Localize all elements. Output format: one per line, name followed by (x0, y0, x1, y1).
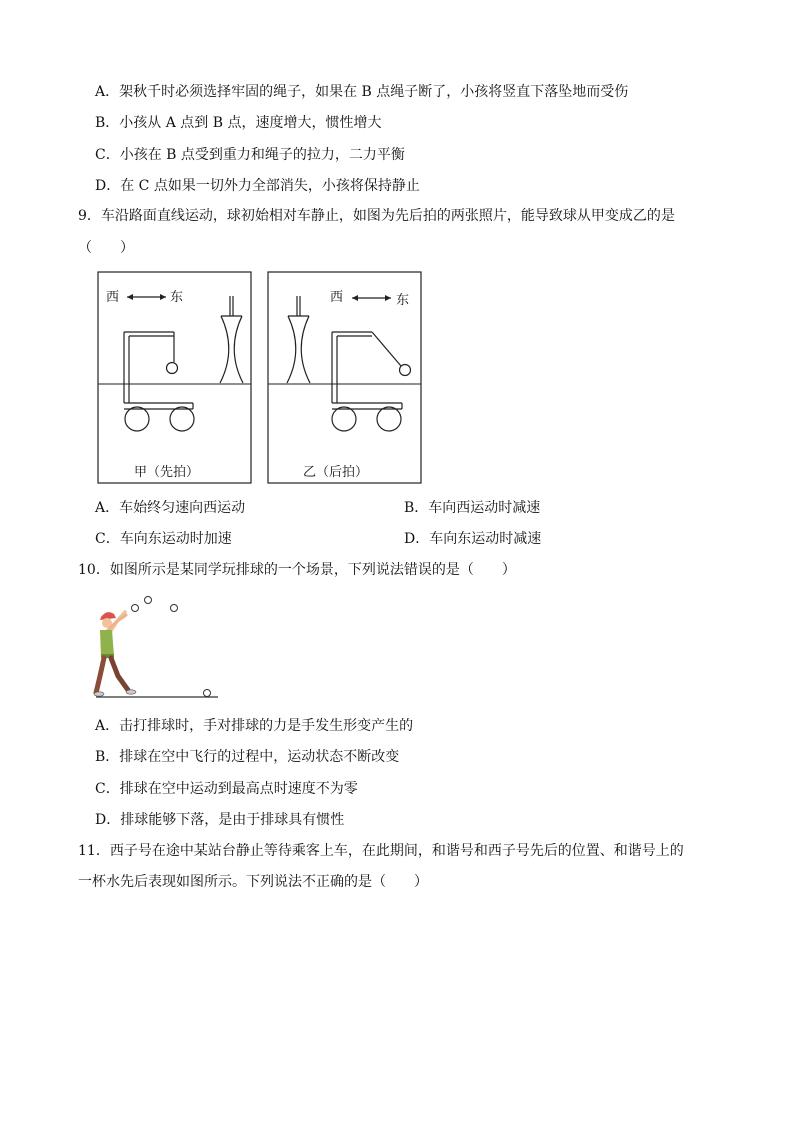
volleyball-2 (145, 597, 152, 604)
q11-stem-line2: 一杯水先后表现如图所示。下列说法不正确的是（ ） (78, 874, 428, 890)
panel-jia (98, 272, 251, 483)
yi-tower (287, 296, 310, 383)
yi-ball (400, 365, 411, 376)
q9-stem-line2: （ ） (78, 240, 134, 256)
q8-option-d: D．在 C 点如果一切外力全部消失，小孩将保持静止 (95, 178, 420, 194)
yi-caption: 乙（后拍） (303, 465, 369, 480)
q10-option-c: C．排球在空中运动到最高点时速度不为零 (95, 781, 358, 797)
volleyball-1 (132, 605, 139, 612)
yi-west-label: 西 (330, 290, 344, 305)
yi-cart (332, 332, 402, 431)
jia-west-label: 西 (106, 290, 120, 305)
q10-figure (92, 590, 224, 702)
q9-stem-line1: 9．车沿路面直线运动，球初始相对车静止，如图为先后拍的两张照片，能导致球从甲变成乙的是 (78, 208, 675, 224)
jia-caption: 甲（先拍） (134, 465, 200, 480)
volleyball-ground (204, 690, 211, 697)
q9-figure (96, 270, 426, 486)
jia-tower (220, 296, 243, 383)
q8-option-b: B．小孩从 A 点到 B 点，速度增大，惯性增大 (95, 115, 382, 131)
yi-east-label: 东 (396, 293, 410, 308)
q9-option-c: C．车向东运动时加速 (95, 531, 232, 547)
q9-option-d: D．车向东运动时减速 (404, 531, 542, 547)
panel-yi (268, 272, 421, 483)
q8-option-c: C．小孩在 B 点受到重力和绳子的拉力，二力平衡 (95, 147, 405, 163)
q11-stem-line1: 11．西子号在途中某站台静止等待乘客上车，在此期间，和谐号和西子号先后的位置、和谐号上的 (78, 843, 684, 859)
q10-option-b: B．排球在空中飞行的过程中，运动状态不断改变 (95, 749, 400, 765)
q9-option-a: A．车始终匀速向西运动 (95, 500, 246, 516)
jia-ball (167, 363, 178, 374)
q8-option-a: A．架秋千时必须选择牢固的绳子，如果在 B 点绳子断了，小孩将竖直下落坠地而受伤 (95, 84, 629, 100)
q10-stem: 10．如图所示是某同学玩排球的一个场景，下列说法错误的是（ ） (78, 562, 516, 578)
jia-cart (124, 332, 194, 431)
jia-east-label: 东 (170, 290, 184, 305)
volleyball-3 (171, 605, 178, 612)
q9-option-b: B．车向西运动时减速 (404, 500, 541, 516)
player-figure (94, 612, 136, 696)
q10-option-d: D．排球能够下落，是由于排球具有惯性 (95, 812, 345, 828)
q10-option-a: A．击打排球时，手对排球的力是手发生形变产生的 (95, 718, 414, 734)
